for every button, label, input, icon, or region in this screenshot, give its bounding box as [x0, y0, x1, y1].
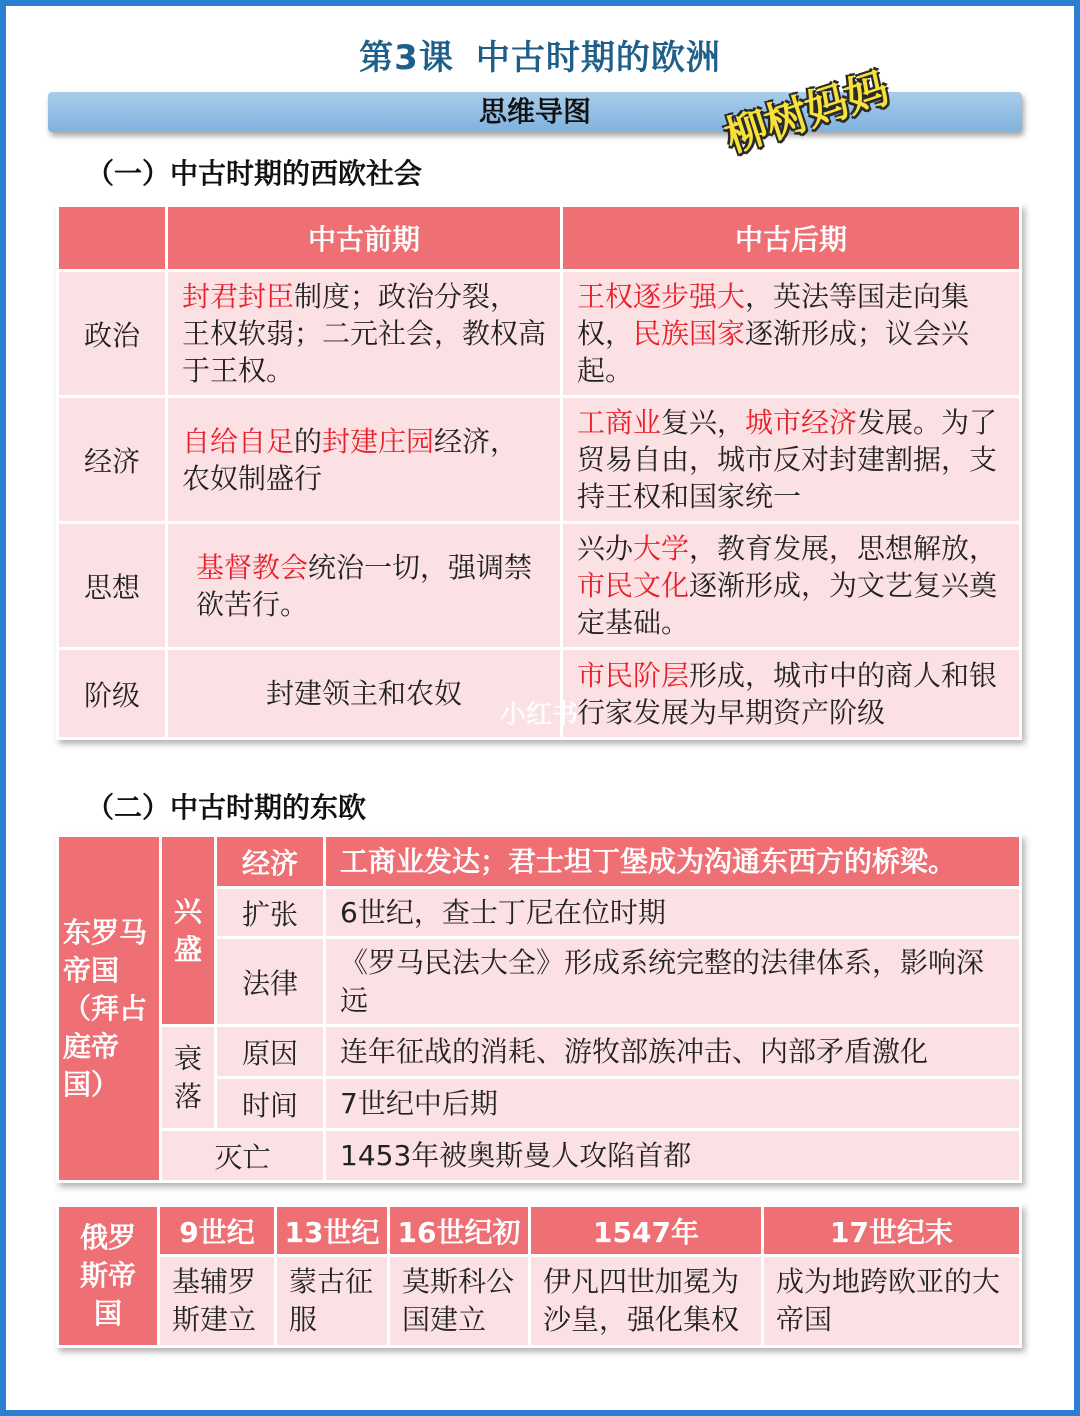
row-label: 扩张	[216, 888, 325, 938]
text-segment: 逐渐形成；议会兴起。	[577, 317, 970, 387]
row-label: 法律	[216, 938, 325, 1026]
row-value: 《罗马民法大全》形成系统完整的法律体系，影响深远	[325, 938, 1021, 1026]
period-event: 莫斯科公国建立	[389, 1256, 530, 1347]
text-segment: 发展。为了贸易自由，城市反对封建割据，支持王权和国家统一	[577, 406, 998, 513]
corner-cell	[58, 206, 167, 271]
period-event: 蒙古征服	[276, 1256, 389, 1347]
table-row	[58, 1130, 1021, 1182]
table-row	[58, 523, 1021, 649]
highlighted-term: 工商业	[577, 406, 662, 439]
early-cell	[167, 523, 562, 649]
row-label: 政治	[58, 271, 167, 397]
late-cell	[562, 397, 1021, 523]
period-time: 9世纪	[159, 1206, 276, 1256]
table-row	[58, 397, 1021, 523]
row-label: 经济	[58, 397, 167, 523]
row-label: 思想	[58, 523, 167, 649]
text-segment: ，教育发展，思想解放，	[689, 532, 998, 565]
text-segment: 复兴，	[661, 406, 746, 439]
text-segment: 的	[294, 424, 323, 458]
lesson-number: 第3课	[359, 38, 454, 78]
mindmap-banner: 思维导图	[48, 92, 1022, 132]
row-value: 连年征战的消耗、游牧部族冲击、内部矛盾激化	[325, 1026, 1021, 1078]
highlighted-term: 市民文化	[577, 569, 690, 602]
text-segment: 封建领主和农奴	[265, 677, 462, 710]
highlighted-term: 自给自足	[182, 424, 295, 458]
late-cell	[562, 523, 1021, 649]
western-europe-table	[56, 204, 1022, 740]
row-value: 6世纪，查士丁尼在位时期	[325, 888, 1021, 938]
table-row	[58, 1256, 1021, 1347]
highlighted-term: 市民阶层	[577, 658, 690, 692]
text-segment: 经济，农奴制盛行	[182, 424, 519, 495]
section1-heading: （一）中古时期的西欧社会	[86, 157, 423, 190]
row-label: 灭亡	[161, 1130, 325, 1182]
text-segment: 形成，城市中的商人和银行家发展为早期资产阶级	[577, 658, 998, 729]
highlighted-term: 王权逐步强大	[577, 280, 746, 313]
early-cell	[167, 271, 562, 397]
highlighted-term: 大学	[633, 532, 690, 565]
empire-label: 东罗马帝国（拜占庭帝国）	[58, 836, 161, 1182]
text-segment: 统治一切，强调禁欲苦行。	[196, 550, 533, 621]
period-event: 基辅罗斯建立	[159, 1256, 276, 1347]
row-label: 阶级	[58, 649, 167, 739]
author-watermark: 柳树妈妈	[719, 63, 895, 162]
byzantine-table	[56, 834, 1022, 1183]
row-value: 7世纪中后期	[325, 1078, 1021, 1130]
highlighted-term: 民族国家	[633, 317, 746, 350]
col-late-header: 中古后期	[562, 206, 1021, 271]
period-event: 伊凡四世加冕为沙皇，强化集权	[530, 1256, 763, 1347]
highlighted-term: 城市经济	[745, 406, 858, 439]
highlighted-term: 封君封臣	[182, 280, 295, 313]
row-value: 1453年被奥斯曼人攻陷首都	[325, 1130, 1021, 1182]
russia-table	[56, 1204, 1022, 1348]
highlighted-term: 封建庄园	[322, 424, 435, 458]
section2-heading: （二）中古时期的东欧	[86, 791, 367, 824]
row-value: 工商业发达；君士坦丁堡成为沟通东西方的桥梁。	[325, 836, 1021, 888]
period-time: 1547年	[530, 1206, 763, 1256]
text-segment: ，英法等国走向集权，	[577, 280, 970, 350]
text-segment: 逐渐形成，为文艺复兴奠定基础。	[577, 569, 998, 639]
lesson-name: 中古时期的欧洲	[475, 38, 721, 78]
platform-watermark: 小红书	[500, 700, 579, 730]
text-segment: 兴办	[577, 532, 634, 565]
period-event: 成为地跨欧亚的大帝国	[763, 1256, 1021, 1347]
col-early-header: 中古前期	[167, 206, 562, 271]
rise-label: 兴盛	[161, 836, 216, 1026]
highlighted-term: 基督教会	[196, 550, 309, 584]
table-row	[58, 271, 1021, 397]
table-header-row	[58, 206, 1021, 271]
russia-label: 俄罗斯帝国	[58, 1206, 159, 1347]
early-cell	[167, 397, 562, 523]
period-time: 17世纪末	[763, 1206, 1021, 1256]
text-segment: 制度；政治分裂，王权软弱；二元社会，教权高于王权。	[182, 280, 547, 387]
row-label: 时间	[216, 1078, 325, 1130]
page-title	[0, 30, 1080, 79]
period-time: 16世纪初	[389, 1206, 530, 1256]
table-header-row	[58, 1206, 1021, 1256]
table-row	[58, 836, 1021, 888]
decline-label: 衰落	[161, 1026, 216, 1130]
late-cell	[562, 271, 1021, 397]
row-label: 经济	[216, 836, 325, 888]
period-time: 13世纪	[276, 1206, 389, 1256]
row-label: 原因	[216, 1026, 325, 1078]
late-cell	[562, 649, 1021, 739]
table-row	[58, 1026, 1021, 1078]
